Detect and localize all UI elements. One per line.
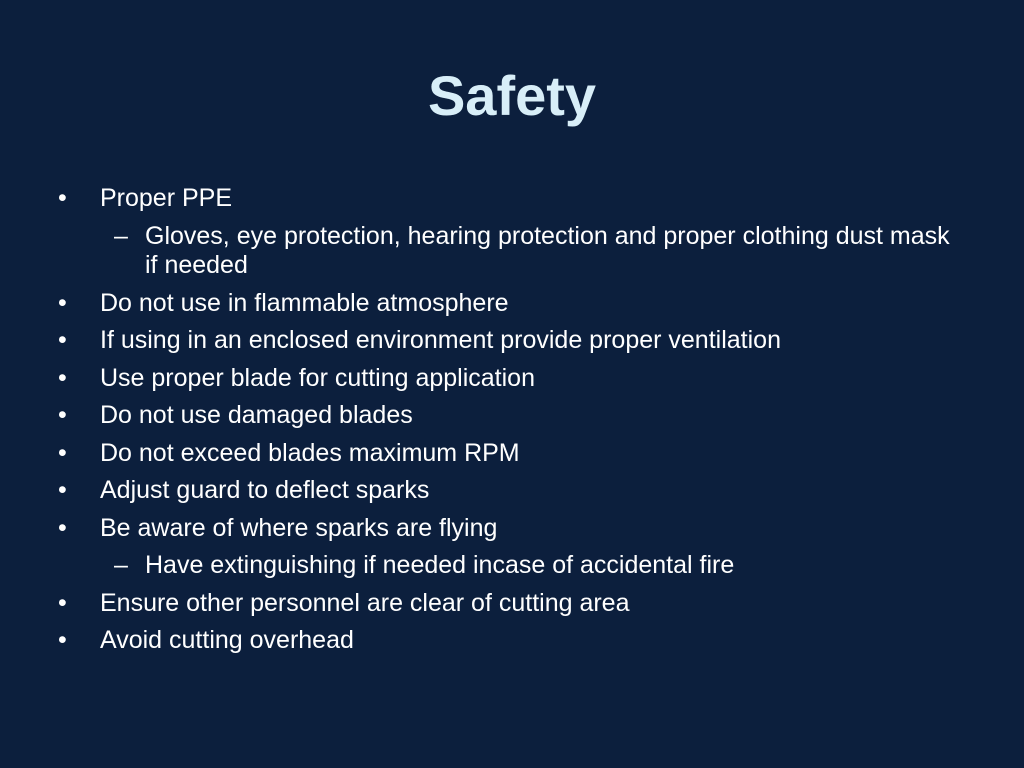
bullet-text: Do not use damaged blades bbox=[100, 401, 413, 429]
bullet-marker: • bbox=[58, 184, 67, 212]
slide-title: Safety bbox=[427, 64, 597, 127]
bullet-marker: • bbox=[58, 476, 67, 504]
bullet-text: Do not use in flammable atmosphere bbox=[100, 288, 509, 317]
bullet-text: Do not exceed blades maximum RPM bbox=[100, 438, 520, 467]
bullet-item bbox=[56, 180, 956, 218]
bullet-item bbox=[56, 360, 956, 398]
bullet-item bbox=[56, 510, 956, 548]
bullet-text: If using in an enclosed environment provide proper ventilation bbox=[100, 326, 781, 354]
bullet-marker: • bbox=[58, 588, 67, 617]
sub-bullet-item bbox=[56, 222, 956, 281]
bullet-marker: • bbox=[58, 326, 67, 354]
sub-bullet-marker: – bbox=[114, 551, 128, 579]
bullet-text: Proper PPE bbox=[100, 184, 233, 212]
bullet-text: Ensure other personnel are clear of cutting area bbox=[100, 588, 630, 617]
bullet-text: Avoid cutting overhead bbox=[100, 626, 354, 654]
bullet-marker: • bbox=[58, 363, 67, 392]
bullet-marker: • bbox=[58, 626, 67, 654]
bullet-list bbox=[56, 180, 956, 660]
bullet-marker: • bbox=[58, 438, 67, 467]
sub-bullet-item bbox=[56, 551, 956, 581]
bullet-item bbox=[56, 622, 956, 660]
bullet-marker: • bbox=[58, 513, 67, 542]
bullet-item bbox=[56, 397, 956, 435]
sub-bullet-text: Have extinguishing if needed incase of accidental fire bbox=[145, 551, 735, 579]
bullet-text: Be aware of where sparks are flying bbox=[100, 513, 498, 542]
bullet-item bbox=[56, 285, 956, 323]
bullet-item bbox=[56, 585, 956, 623]
bullet-item bbox=[56, 472, 956, 510]
sub-bullet-text: Gloves, eye protection, hearing protection and proper clothing dust mask if needed bbox=[145, 221, 950, 279]
bullet-text: Use proper blade for cutting application bbox=[100, 363, 535, 392]
bullet-marker: • bbox=[58, 288, 67, 317]
bullet-text: Adjust guard to deflect sparks bbox=[100, 476, 430, 504]
bullet-item bbox=[56, 435, 956, 473]
bullet-item bbox=[56, 322, 956, 360]
sub-bullet-marker: – bbox=[114, 221, 128, 250]
bullet-marker: • bbox=[58, 401, 67, 429]
